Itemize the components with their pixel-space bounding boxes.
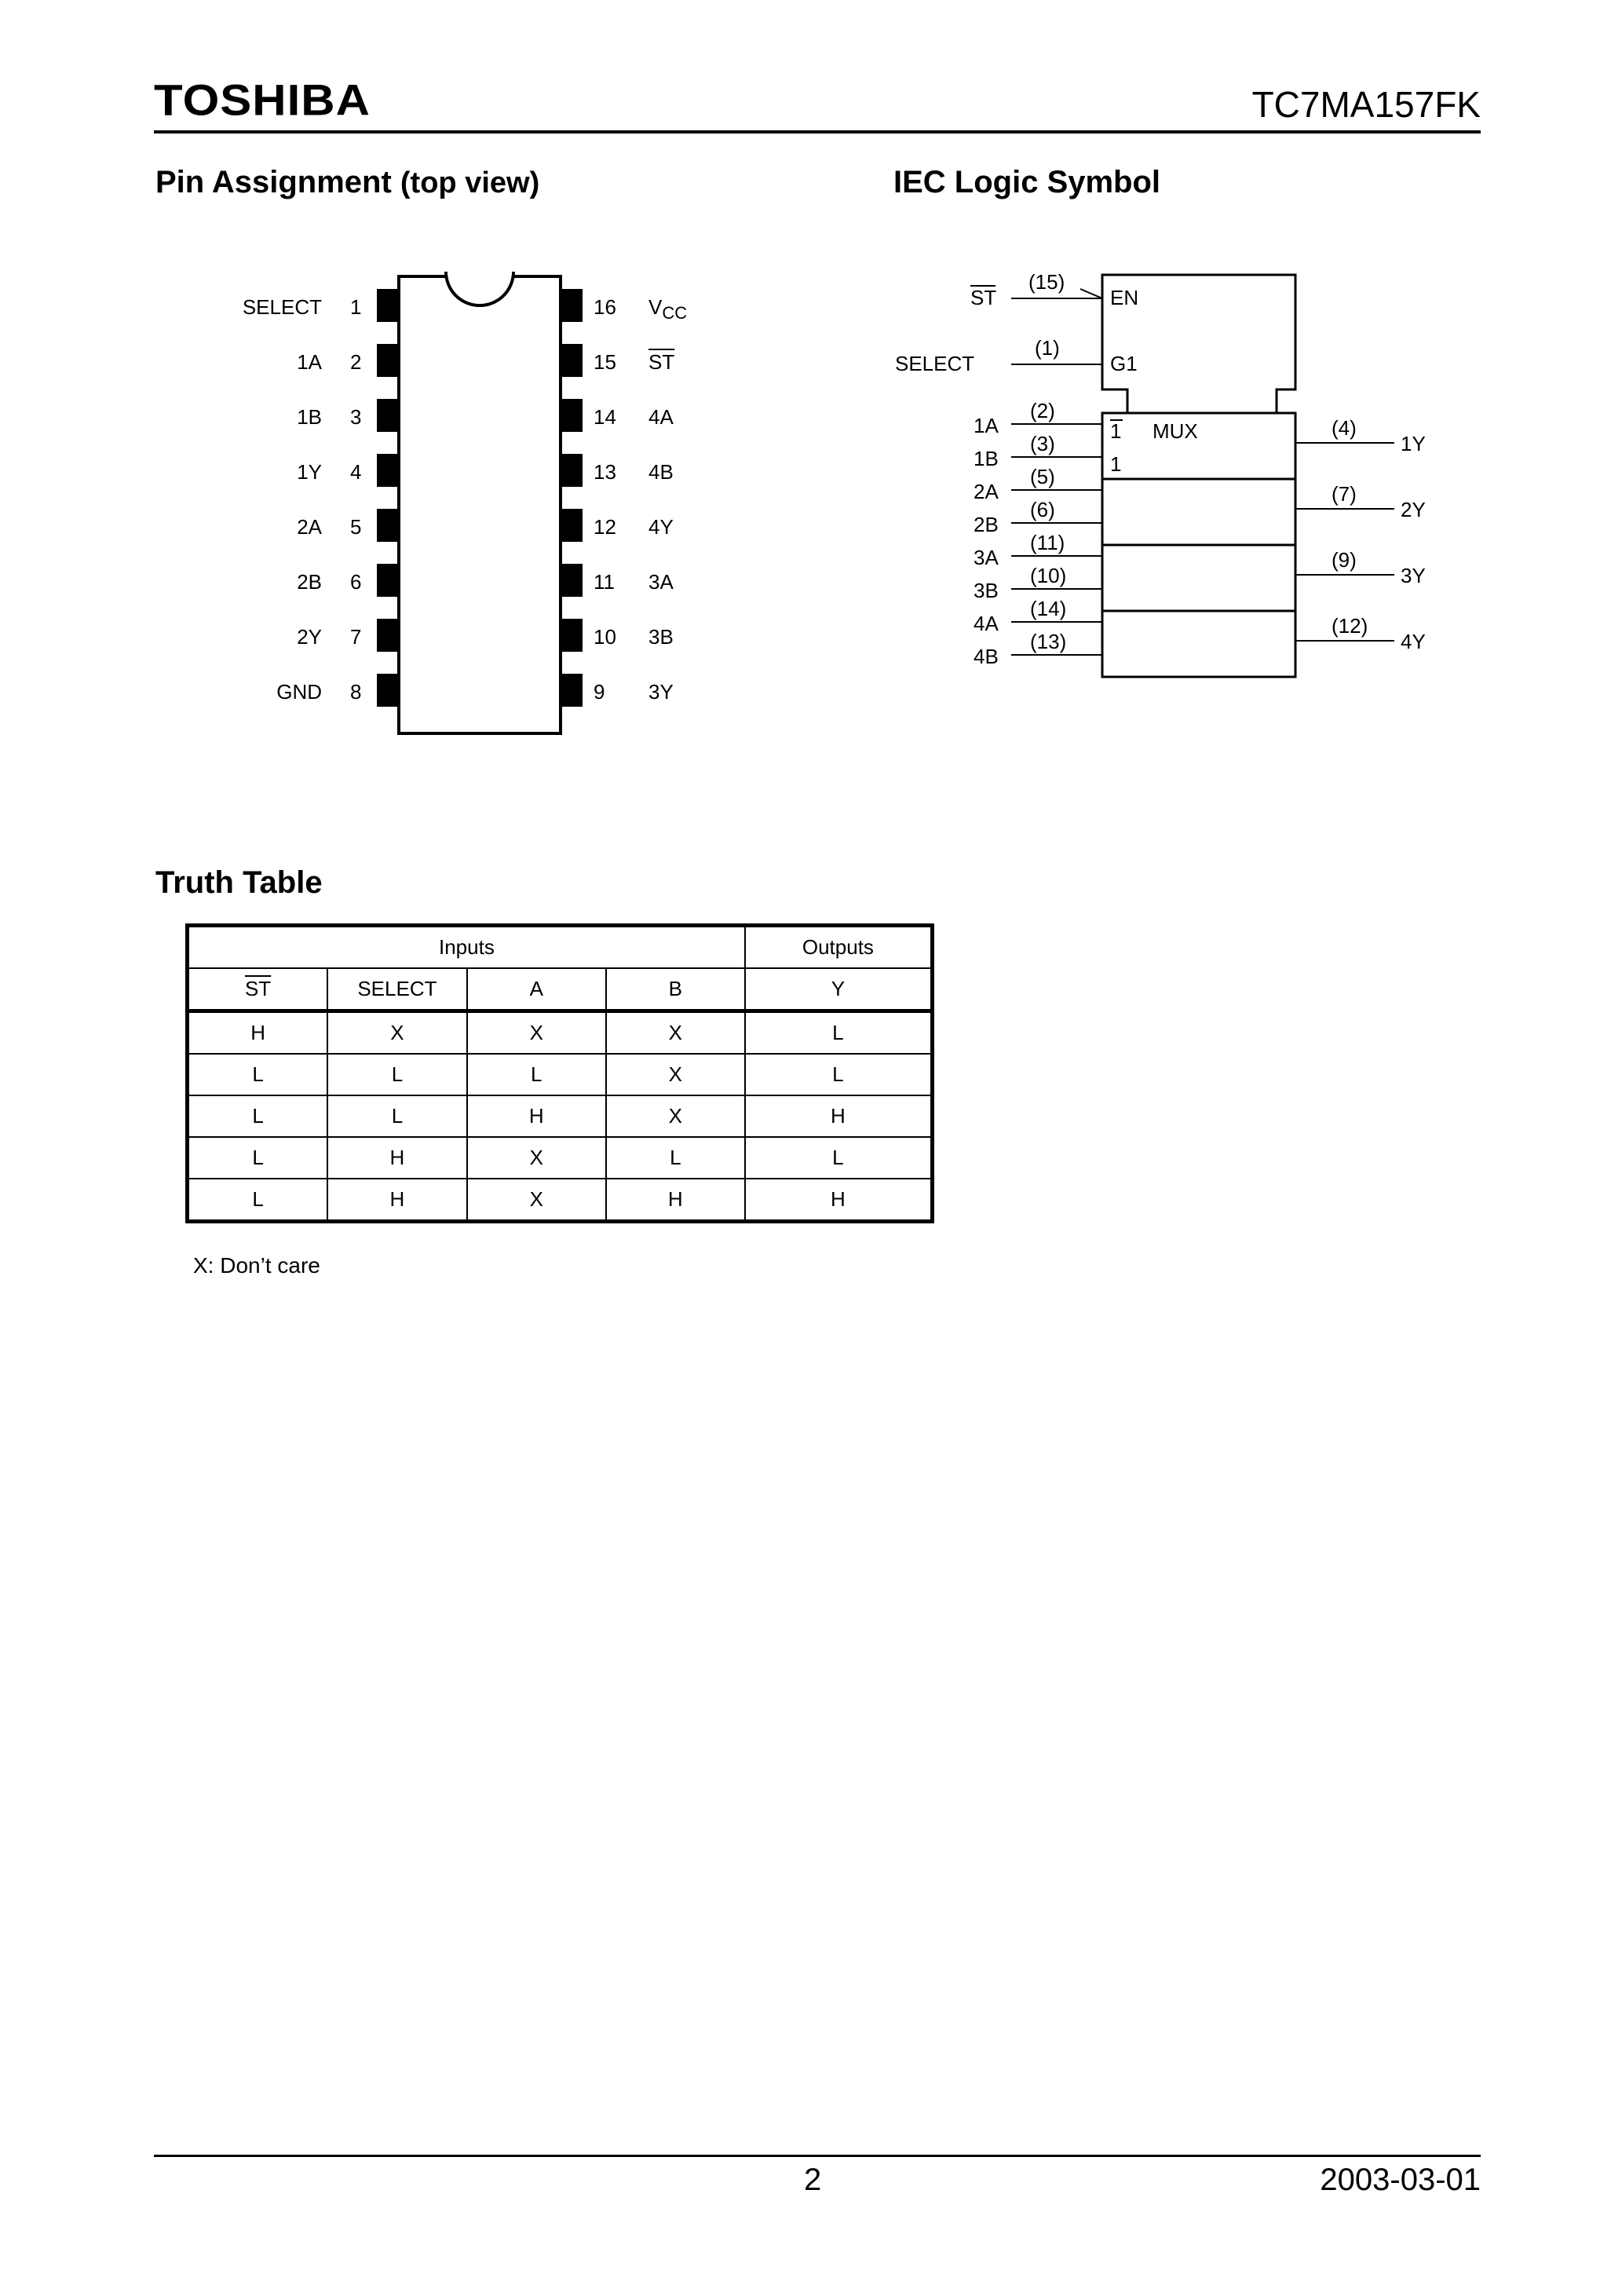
table-cell: L xyxy=(188,1179,328,1222)
col-header-st-text: $\overline{ST}$ xyxy=(244,977,272,1000)
table-cell: L xyxy=(467,1054,606,1095)
pin-pad-right xyxy=(562,399,583,432)
part-number: TC7MA157FK xyxy=(1251,84,1481,125)
table-row xyxy=(188,1179,933,1222)
pin-name-right xyxy=(648,460,674,484)
pin-assignment-title xyxy=(155,165,539,200)
iec-inputs xyxy=(974,399,1102,668)
iec-symbol-title: IEC Logic Symbol xyxy=(893,165,1161,199)
mux-a-label: 1 xyxy=(1110,419,1122,443)
iec-input-pin: (5) xyxy=(1030,465,1055,488)
pin-name-right-text: 4B xyxy=(648,460,674,484)
pin-name-right-text: 3Y xyxy=(648,680,674,704)
iec-input-name: 1B xyxy=(974,447,999,470)
col-header-y: Y xyxy=(745,968,933,1011)
table-cell: H xyxy=(467,1095,606,1137)
table-cell: L xyxy=(188,1137,328,1179)
pin-name-left: 2A xyxy=(297,515,322,539)
truth-table-body xyxy=(188,1011,933,1222)
iec-input-name: 2B xyxy=(974,513,999,536)
table-cell: L xyxy=(745,1054,933,1095)
pin-name-left: 2B xyxy=(297,570,322,594)
pin-name-left: SELECT xyxy=(242,295,322,319)
iec-input-pin: (2) xyxy=(1030,399,1055,422)
pin-name-right xyxy=(648,295,687,324)
iec-output-pin: (4) xyxy=(1332,416,1357,440)
pin-name-right xyxy=(648,570,674,594)
pin-number-right: 9 xyxy=(594,680,605,704)
iec-output-name: 2Y xyxy=(1401,498,1426,521)
table-cell: X xyxy=(606,1011,745,1055)
table-cell: L xyxy=(188,1095,328,1137)
mux-b-label: 1 xyxy=(1110,452,1122,476)
pin-name-right-text: $\overline{ST}$ xyxy=(648,350,675,374)
table-row xyxy=(188,1054,933,1095)
iec-output-pin: (7) xyxy=(1332,482,1357,506)
inputs-group-header: Inputs xyxy=(188,926,745,969)
iec-output-pin: (12) xyxy=(1332,614,1368,638)
iec-input-name: 3A xyxy=(974,546,999,569)
pin-number-right: 15 xyxy=(594,350,616,374)
pin-pad-left xyxy=(377,674,397,707)
st-pin: (15) xyxy=(1028,270,1065,294)
pin-pad-right xyxy=(562,344,583,377)
pin-name-right xyxy=(648,350,674,375)
pin-number-left: 4 xyxy=(350,460,362,484)
table-cell: H xyxy=(327,1179,467,1222)
truth-table-title: Truth Table xyxy=(155,865,323,900)
mux-label: MUX xyxy=(1153,419,1198,443)
table-cell: H xyxy=(327,1137,467,1179)
pin-name-right-text: 4Y xyxy=(648,515,674,539)
pin-pad-left xyxy=(377,619,397,652)
col-header-select: SELECT xyxy=(327,968,467,1011)
document-date: 2003-03-01 xyxy=(1320,2163,1481,2197)
table-cell: L xyxy=(606,1137,745,1179)
pin-name-right-subscript: CC xyxy=(662,303,688,324)
truth-table-note: X: Don’t care xyxy=(193,1253,320,1278)
pin-pad-right xyxy=(562,289,583,322)
table-cell: H xyxy=(188,1011,328,1055)
brand-logo: TOSHIBA xyxy=(154,75,371,125)
en-label: EN xyxy=(1110,286,1139,309)
pin-number-left: 5 xyxy=(350,515,362,539)
pin-name-left: GND xyxy=(276,680,322,704)
mux-block-2 xyxy=(1102,479,1295,545)
g1-label: G1 xyxy=(1110,352,1138,375)
iec-input-pin: (13) xyxy=(1030,630,1067,653)
pin-number-right: 16 xyxy=(594,295,616,319)
select-label: SELECT xyxy=(895,352,975,375)
col-header-st xyxy=(188,968,328,1011)
st-label: ST xyxy=(970,286,997,309)
iec-input-pin: (3) xyxy=(1030,432,1055,455)
page-number: 2 xyxy=(804,2163,822,2197)
table-cell: L xyxy=(188,1054,328,1095)
truth-table xyxy=(185,923,934,1223)
st-negation-marker xyxy=(1080,289,1102,298)
iec-outputs xyxy=(1295,416,1426,653)
pin-number-right: 11 xyxy=(594,570,615,594)
iec-input-name: 1A xyxy=(974,414,999,437)
iec-output-pin: (9) xyxy=(1332,548,1357,572)
col-header-a: A xyxy=(467,968,606,1011)
table-cell: L xyxy=(327,1095,467,1137)
iec-input-name: 2A xyxy=(974,480,999,503)
iec-output-name: 3Y xyxy=(1401,564,1426,587)
pin-pad-left xyxy=(377,289,397,322)
pin-name-left: 2Y xyxy=(297,625,322,649)
pin-pad-left xyxy=(377,344,397,377)
pin-number-right: 14 xyxy=(594,405,616,429)
table-cell: X xyxy=(606,1095,745,1137)
table-cell: L xyxy=(327,1054,467,1095)
table-row xyxy=(188,1095,933,1137)
pin-number-left: 1 xyxy=(350,295,362,319)
iec-input-name: 3B xyxy=(974,579,999,602)
footer-rule xyxy=(154,2155,1481,2157)
pin-name-right xyxy=(648,405,674,430)
iec-input-name: 4A xyxy=(974,612,999,635)
mux-block-4 xyxy=(1102,611,1295,677)
iec-output-name: 4Y xyxy=(1401,630,1426,653)
mux-block-3 xyxy=(1102,545,1295,611)
table-cell: L xyxy=(745,1011,933,1055)
table-cell: H xyxy=(745,1095,933,1137)
iec-input-pin: (10) xyxy=(1030,564,1067,587)
iec-output-name: 1Y xyxy=(1401,432,1426,455)
pin-pad-right xyxy=(562,454,583,487)
pin-name-right-text: V xyxy=(648,295,663,319)
header-rule xyxy=(154,130,1481,133)
pin-number-left: 3 xyxy=(350,405,362,429)
pin-assignment-subtitle: (top view) xyxy=(400,166,540,199)
table-cell: H xyxy=(745,1179,933,1222)
table-cell: L xyxy=(745,1137,933,1179)
iec-input-pin: (11) xyxy=(1030,531,1065,554)
pin-number-right: 12 xyxy=(594,515,616,539)
pin-pad-right xyxy=(562,564,583,597)
pin-name-left: 1A xyxy=(297,350,322,374)
pin-name-right-text: 3A xyxy=(648,570,674,594)
pin-number-left: 7 xyxy=(350,625,362,649)
chip-body xyxy=(397,275,562,735)
table-cell: H xyxy=(606,1179,745,1222)
pin-name-right-text: 3B xyxy=(648,625,674,649)
pin-number-left: 2 xyxy=(350,350,362,374)
iec-logic-symbol xyxy=(895,259,1460,699)
pin-pad-left xyxy=(377,399,397,432)
mux-block-1 xyxy=(1102,413,1295,479)
pin-name-left: 1B xyxy=(297,405,322,429)
pin-pad-right xyxy=(562,674,583,707)
pin-name-right-text: 4A xyxy=(648,405,674,429)
pin-name-right xyxy=(648,680,674,704)
table-row xyxy=(188,1137,933,1179)
pin-name-left: 1Y xyxy=(297,460,322,484)
pin-number-left: 6 xyxy=(350,570,362,594)
table-cell: X xyxy=(467,1137,606,1179)
table-cell: X xyxy=(467,1011,606,1055)
table-cell: X xyxy=(467,1179,606,1222)
pin-pad-right xyxy=(562,509,583,542)
pin-pad-right xyxy=(562,619,583,652)
pin-number-right: 13 xyxy=(594,460,616,484)
outputs-group-header: Outputs xyxy=(745,926,933,969)
pin-assignment-title-text: Pin Assignment xyxy=(155,165,392,199)
pin-pad-left xyxy=(377,509,397,542)
select-pin: (1) xyxy=(1035,336,1060,360)
iec-input-pin: (6) xyxy=(1030,498,1055,521)
pin-name-right xyxy=(648,625,674,649)
col-header-b: B xyxy=(606,968,745,1011)
pin-pad-left xyxy=(377,454,397,487)
table-row xyxy=(188,1011,933,1055)
table-cell: X xyxy=(327,1011,467,1055)
chip-notch xyxy=(444,272,515,308)
pin-name-right xyxy=(648,515,674,539)
pin-number-right: 10 xyxy=(594,625,616,649)
pin-number-left: 8 xyxy=(350,680,362,704)
iec-input-pin: (14) xyxy=(1030,597,1067,620)
pin-pad-left xyxy=(377,564,397,597)
table-cell: X xyxy=(606,1054,745,1095)
iec-input-name: 4B xyxy=(974,645,999,668)
